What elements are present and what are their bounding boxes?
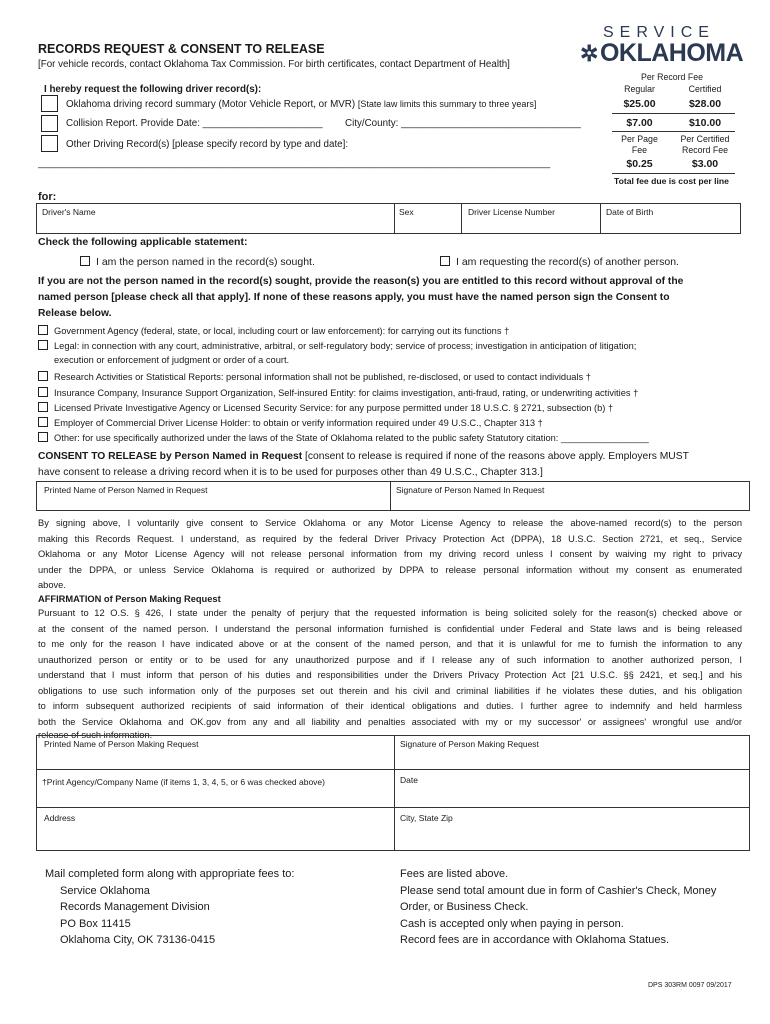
reason-label: Other: for use specifically authorized under the laws of the State of Oklahoma related to the public safety Statutory citation: _________________ — [54, 433, 649, 443]
mvr-certified-fee: $28.00 — [688, 98, 722, 110]
mvr-note: [State law limits this summary to three years] — [357, 99, 537, 109]
city-state-zip-field[interactable]: City, State Zip — [400, 813, 453, 823]
consent-text-1: [consent to release is required if none of the reasons above apply. Employers MUST — [302, 451, 689, 462]
mvr-regular-fee: $25.00 — [623, 98, 656, 110]
other-record-checkbox[interactable] — [41, 135, 58, 152]
collision-regular-fee: $7.00 — [626, 117, 653, 129]
driver-table-divider-1 — [394, 203, 395, 233]
mail-recipient: Service Oklahoma — [60, 884, 150, 897]
consent-intro — [38, 451, 689, 462]
consent-text-2: have consent to release a driving record when it is to be used for purposes other than 49 U.S.C., Chapter 313.] — [38, 467, 543, 478]
page-fee-label: Fee — [631, 145, 648, 155]
consent-heading: CONSENT TO RELEASE by Person Named in Request — [38, 451, 303, 462]
affirmation-line: Pursuant to 12 O.S. § 426, I state under the penalty of perjury that the requested information is being solicited solely for the reason(s) checked above or — [38, 608, 742, 618]
fee-divider-2 — [612, 131, 735, 132]
reason-checkbox[interactable] — [38, 402, 48, 412]
fees-info-line: Fees are listed above. — [400, 868, 509, 880]
self-option[interactable] — [80, 256, 315, 268]
collision-certified-fee: $10.00 — [688, 117, 722, 129]
reason-label: Licensed Private Investigative Agency or Licensed Security Service: for any purpose permitted under 18 U.S.C. § 2721, subsection (b) † — [54, 403, 614, 413]
mvr-label: Oklahoma driving record summary (Motor Vehicle Report, or MVR) — [66, 99, 356, 110]
other-person-label: I am requesting the record(s) of another person. — [456, 256, 679, 268]
reason-legal[interactable] — [38, 340, 636, 351]
signing-paragraph — [38, 516, 742, 594]
page-fee-value: $0.25 — [626, 158, 653, 170]
logo-main-text: OKLAHOMA — [599, 39, 744, 67]
affirmation-line: to inform subsequent authorized recipients of said information of their identical obligations and duties. I further agree to indemnify and held harmless — [38, 701, 742, 711]
signing-line: By signing above, I voluntarily give consent to Service Oklahoma or any Motor License Agency to release the above-named record(s) to the person — [38, 518, 742, 528]
drivers-name-field[interactable]: Driver's Name — [42, 207, 96, 217]
collision-checkbox[interactable] — [41, 115, 58, 132]
self-option-label: I am the person named in the record(s) sought. — [96, 256, 315, 268]
affirmation-line: unauthorized person or entity or to be used for any unauthorized purpose and if I release any of such information to another authorized person, I — [38, 654, 742, 665]
affirmation-paragraph — [38, 606, 742, 740]
affirmation-line: both the Service Oklahoma and OK.gov from any and all liability and penalties associated with my or my successor' or assignees' wrongful use and/or — [38, 716, 742, 727]
requester-signature-field[interactable]: Signature of Person Making Request — [400, 739, 539, 749]
requester-table — [36, 735, 750, 851]
address-field[interactable]: Address — [44, 813, 76, 823]
self-option-checkbox[interactable] — [80, 256, 90, 266]
reason-label: Legal: in connection with any court, administrative, arbitral, or self-regulatory body; service of process; investigation in anticipation of litigation; — [54, 341, 637, 351]
total-fee-note: Total fee due is cost per line — [614, 176, 729, 186]
signing-line: making this Records Request. I understand, as required by the federal Driver Privacy Protection Act (DPPA), 18 U.S.C. Section 2721, et seq., Service — [38, 533, 742, 544]
signing-line: under the DPPA, or unless Service Oklahoma is required or authorized by DPPA to release personal information without my consent as enumerated — [38, 564, 742, 575]
requester-table-divider — [394, 735, 395, 850]
regular-label: Regular — [624, 84, 655, 94]
signing-line: above. — [38, 580, 66, 590]
date-field[interactable]: Date — [400, 775, 418, 785]
fees-info-line: Cash is accepted only when paying in person. — [400, 917, 624, 930]
requester-row-divider-1 — [36, 769, 749, 770]
mvr-checkbox[interactable] — [41, 95, 58, 112]
service-oklahoma-logo — [580, 39, 743, 68]
other-person-checkbox[interactable] — [440, 256, 450, 266]
reason-checkbox[interactable] — [38, 417, 48, 427]
form-id: DPS 303RM 0097 09/2017 — [648, 982, 732, 989]
reason-checkbox[interactable] — [38, 325, 48, 335]
record-fee-label: Record Fee — [682, 145, 728, 155]
fee-divider-1 — [612, 113, 735, 114]
form-subtitle: [For vehicle records, contact Oklahoma Tax Commission. For birth certificates, contact Department of Health] — [38, 59, 510, 70]
mail-po-box: PO Box 11415 — [60, 917, 131, 930]
reason-insurance[interactable] — [38, 387, 638, 398]
mvr-item — [66, 99, 536, 110]
fees-info — [400, 866, 716, 949]
per-page-label: Per Page — [621, 134, 658, 144]
fees-info-line: Record fees are in accordance with Oklahoma Statues. — [400, 934, 670, 946]
per-record-fee-label: Per Record Fee — [640, 72, 704, 82]
oklahoma-star-icon: ✲ — [580, 41, 598, 66]
consent-signature-field[interactable]: Signature of Person Named In Request — [396, 485, 545, 495]
instruction-line-2: named person [please check all that apply]. If none of these reasons apply, you must have the named person sign the Consent to — [38, 292, 670, 303]
certified-record-fee-value: $3.00 — [691, 158, 719, 170]
statement-heading: Check the following applicable statement: — [38, 236, 248, 248]
reason-checkbox[interactable] — [38, 387, 48, 397]
instruction-line-1: If you are not the person named in the record(s) sought, provide the reason(s) you are entitled to this record without approval of the — [38, 276, 684, 287]
mail-city: Oklahoma City, OK 73136-0415 — [60, 934, 216, 946]
reason-government[interactable] — [38, 325, 509, 336]
reason-employer[interactable] — [38, 417, 543, 428]
reason-checkbox[interactable] — [38, 432, 48, 442]
requester-row-divider-2 — [36, 807, 749, 808]
signing-line: Oklahoma or any Motor License Agency will not release personal information from my driving record unless I consent by waiving my right to privacy — [38, 549, 742, 559]
affirmation-line: at the consent of the named person. I understand the personal information furnished is confidential under Federal and State laws and is being released — [38, 623, 742, 634]
reason-checkbox[interactable] — [38, 371, 48, 381]
affirmation-line: to me only for the reason I have indicated above or at the consent of the named person, and that it is unlawful for me to furnish the information to any — [38, 639, 742, 649]
driver-table-divider-2 — [461, 203, 462, 233]
certified-label: Certified — [688, 84, 722, 94]
other-record-label: Other Driving Record(s) [please specify record by type and date]: — [66, 139, 349, 150]
affirmation-line: obligations to use such information only of the purposes set out therein and his civil and criminal liabilities if he violates these duties, and his obligation — [38, 685, 742, 696]
mail-division: Records Management Division — [60, 901, 210, 913]
reason-legal-continued: execution or enforcement of judgment or order of a court. — [54, 355, 290, 365]
sex-field[interactable]: Sex — [399, 207, 414, 217]
instruction-line-3: Release below. — [38, 308, 112, 319]
fees-info-line: Please send total amount due in form of Cashier's Check, Money — [400, 884, 717, 897]
affirmation-heading: AFFIRMATION of Person Making Request — [38, 594, 221, 604]
other-record-line[interactable]: ______________________________________________________________________________________________ — [38, 158, 551, 169]
reason-investigative[interactable] — [38, 402, 613, 413]
collision-city-field[interactable]: City/County: _________________________________ — [345, 118, 581, 129]
reason-label: Government Agency (federal, state, or local, including court or law enforcement): for carrying out its functions † — [54, 326, 510, 336]
date-of-birth-field[interactable]: Date of Birth — [606, 207, 654, 217]
form-title: RECORDS REQUEST & CONSENT TO RELEASE — [38, 42, 325, 56]
mail-instruction: Mail completed form along with appropriate fees to: — [45, 868, 295, 880]
agency-name-field[interactable]: †Print Agency/Company Name (if items 1, 3, 4, 5, or 6 was checked above) — [42, 777, 325, 787]
other-person-option[interactable] — [440, 256, 679, 268]
mailing-address — [45, 866, 294, 949]
reason-checkbox[interactable] — [38, 340, 48, 350]
reason-research[interactable] — [38, 371, 591, 382]
reason-label: Research Activities or Statistical Reports: personal information shall not be published, re-disclosed, or used to contact individuals † — [54, 372, 591, 382]
logo-service-text: SERVICE — [603, 24, 715, 41]
reason-other[interactable] — [38, 432, 649, 443]
license-number-field[interactable]: Driver License Number — [468, 207, 555, 217]
consent-table-divider — [390, 481, 391, 510]
affirmation-line: release of such information. — [38, 730, 153, 740]
request-intro: I hereby request the following driver record(s): — [44, 84, 262, 95]
reason-label: Employer of Commercial Driver License Holder: to obtain or verify information required under 49 U.S.C., Chapter 313 † — [54, 418, 543, 428]
collision-label: Collision Report. Provide Date: ______________________ — [66, 118, 323, 129]
consent-printed-name-field[interactable]: Printed Name of Person Named in Request — [44, 485, 208, 495]
requester-printed-name-field[interactable]: Printed Name of Person Making Request — [44, 739, 199, 749]
affirmation-line: understand that I must inform that person of his duties and responsibilities under the Drivers Privacy Protection Act [21 U.S.C. §§ 2421, et seq.] and his — [38, 670, 742, 680]
for-label: for: — [38, 191, 57, 203]
reason-label: Insurance Company, Insurance Support Organization, Self-insured Entity: for claims investigation, anti-fraud, rating, or underwriting activities † — [54, 388, 639, 398]
fee-divider-3 — [612, 173, 735, 174]
driver-table-divider-3 — [600, 203, 601, 233]
fees-info-line: Order, or Business Check. — [400, 901, 529, 913]
per-certified-label: Per Certified — [680, 134, 730, 144]
